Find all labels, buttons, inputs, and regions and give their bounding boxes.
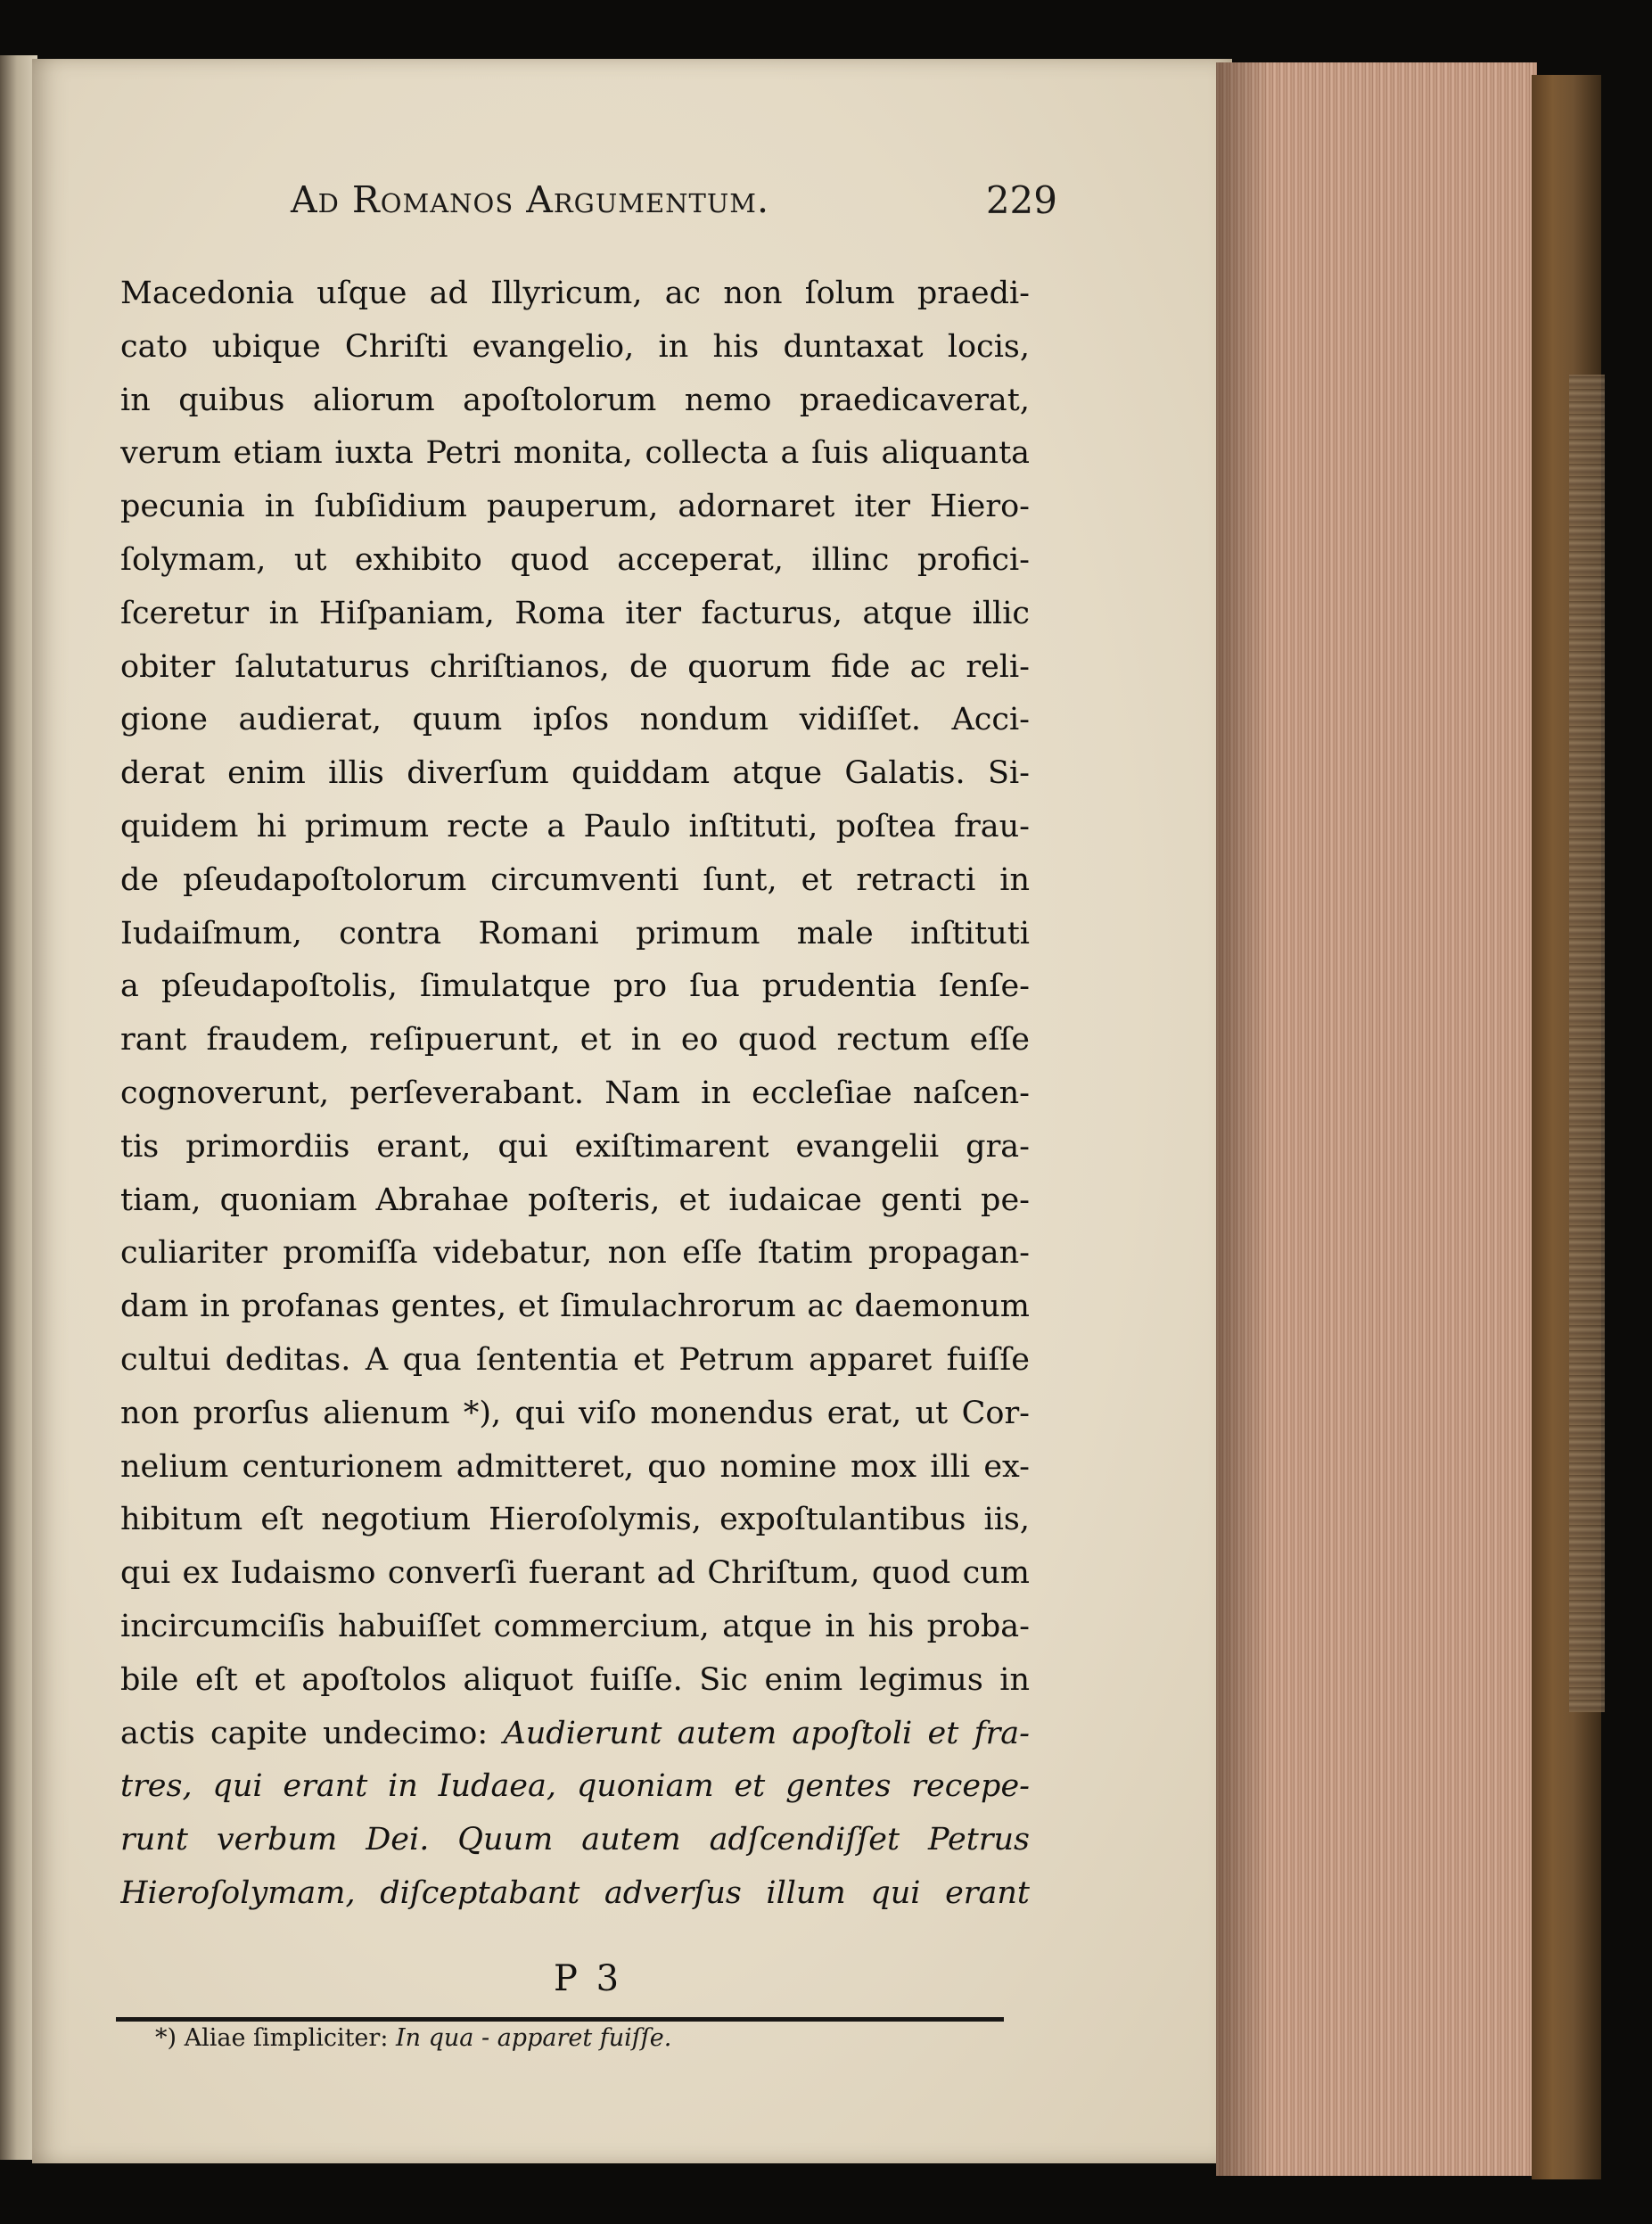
- text-line: culiariter promiſſa videbatur, non eſſe ſtatim propagan-: [120, 1235, 1030, 1272]
- text-line: quidem hi primum recte a Paulo inſtituti, poſtea frau-: [120, 808, 1030, 844]
- text-italic: Audierunt autem apoſtoli et fra-: [503, 1715, 1030, 1751]
- text-line: cognoverunt, perſeverabant. Nam in eccleſiae naſcen-: [120, 1075, 1030, 1111]
- text-line: incircumciſis habuiſſet commercium, atque in his proba-: [120, 1608, 1030, 1644]
- text-line: hibitum eſt negotium Hieroſolymis, expoſtulantibus iis,: [120, 1502, 1030, 1538]
- page-number: 229: [985, 178, 1057, 222]
- text-line: ſceretur in Hiſpaniam, Roma iter facturus, atque illic: [120, 595, 1030, 631]
- text-line: ſolymam, ut exhibito quod acceperat, illinc profici-: [120, 541, 1030, 578]
- text-line: derat enim illis diverſum quiddam atque Galatis. Si-: [120, 755, 1030, 792]
- text-line: cultui deditas. A qua ſententia et Petrum apparet fuiſſe: [120, 1341, 1030, 1378]
- running-title: Ad Romanos Argumentum.: [291, 178, 770, 221]
- page-header: [264, 178, 1057, 241]
- text-line: pecunia in ſubſidium pauperum, adornaret iter Hiero-: [120, 489, 1030, 525]
- text-line: qui ex Iudaismo converſi fuerant ad Chriſtum, quod cum: [120, 1555, 1030, 1592]
- text-line: verum etiam iuxta Petri monita, collecta a ſuis aliquanta: [120, 435, 1030, 472]
- text-line: bile eſt et apoſtolos aliquot fuiſſe. Sic enim legimus in: [120, 1661, 1030, 1698]
- text-line: cato ubique Chriſti evangelio, in his duntaxat locis,: [120, 328, 1030, 365]
- text-line: non prorſus alienum *), qui viſo monendus erat, ut Cor-: [120, 1395, 1030, 1431]
- text-line: rant fraudem, reſipuerunt, et in eo quod rectum eſſe: [120, 1022, 1030, 1058]
- text-line: dam in profanas gentes, et ſimulachrorum ac daemonum: [120, 1289, 1030, 1325]
- text-line: Macedonia uſque ad Illyricum, ac non ſolum praedi-: [120, 276, 1030, 311]
- body-text: [120, 268, 1030, 1921]
- footnote-roman: *) Aliae ſimpliciter:: [155, 2024, 396, 2052]
- text-line: in quibus aliorum apoſtolorum nemo praedicaverat,: [120, 382, 1030, 418]
- text-line-mixed: [120, 1708, 1030, 1761]
- text-line: Iudaiſmum, contra Romani primum male inſtituti: [120, 915, 1030, 951]
- text-line: a pſeudapoſtolis, ſimulatque pro ſua prudentia ſenſe-: [120, 968, 1030, 1005]
- book-page: [32, 59, 1232, 2163]
- text-line: de pſeudapoſtolorum circumventi ſunt, et retracti in: [120, 861, 1030, 898]
- text-line-italic: tres, qui erant in Iudaea, quoniam et gentes recepe-: [120, 1768, 1030, 1805]
- footnote: [155, 2024, 671, 2052]
- text-line: obiter ſalutaturus chriſtianos, de quorum fide ac reli-: [120, 648, 1030, 685]
- text-line-italic: runt verbum Dei. Quum autem adſcendiſſet Petrus: [120, 1822, 1030, 1858]
- footnote-italic: In qua - apparet fuiſſe.: [396, 2024, 672, 2052]
- text-line: tis primordiis erant, qui exiſtimarent evangelii gra-: [120, 1128, 1030, 1165]
- text-roman: actis capite undecimo:: [120, 1715, 504, 1751]
- footnote-rule: [116, 2017, 1004, 2022]
- text-line-italic: Hieroſolymam, diſceptabant adverſus illum qui erant: [120, 1874, 1030, 1911]
- cover-texture: [1569, 375, 1605, 1712]
- edge-shadow: [1216, 62, 1270, 2176]
- signature-mark: P 3: [554, 1958, 623, 1999]
- text-line: nelium centurionem admitteret, quo nomine mox illi ex-: [120, 1448, 1030, 1485]
- text-line: gione audierat, quum ipſos nondum vidiſſet. Acci-: [120, 702, 1030, 738]
- text-line: tiam, quoniam Abrahae poſteris, et iudaicae genti pe-: [120, 1182, 1030, 1218]
